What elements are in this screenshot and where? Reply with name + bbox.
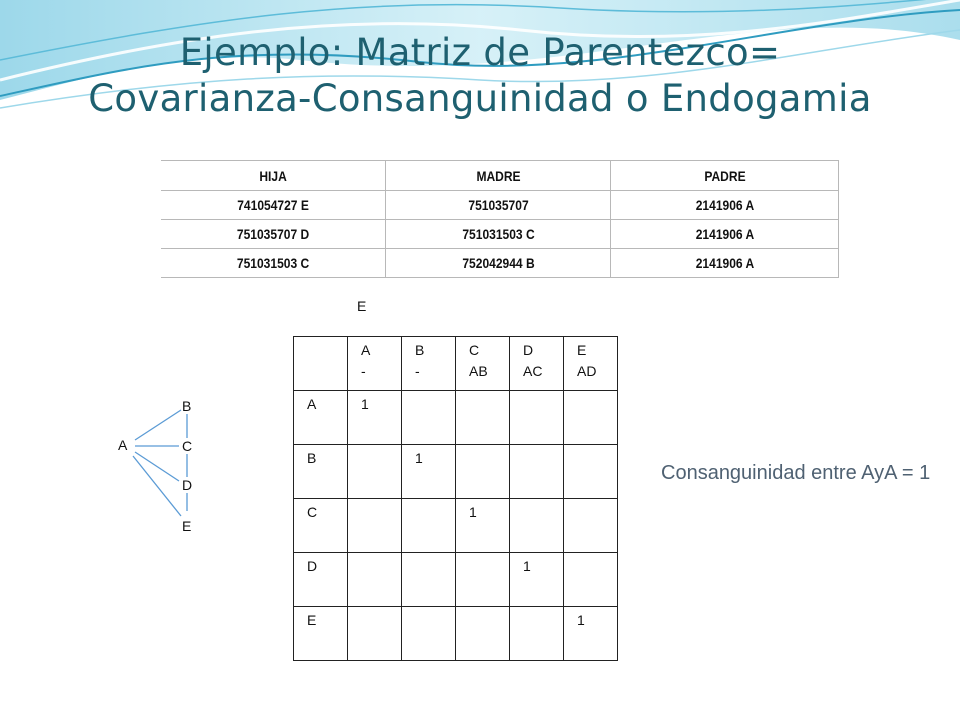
node-label: B [182, 398, 192, 414]
cell-value [348, 553, 401, 556]
matrix-row-header [294, 391, 348, 445]
cell-value: 1 [469, 504, 477, 520]
cell-value [510, 607, 563, 610]
cell-value: 1 [577, 612, 585, 628]
slide-title [0, 30, 960, 122]
cell-value [402, 391, 455, 394]
table-cell: 751031503 C [401, 220, 595, 249]
cell-value [564, 445, 617, 448]
cell-value: 1 [361, 396, 369, 412]
matrix-col-header [510, 337, 564, 391]
node-label: D [182, 477, 193, 493]
node-label: E [182, 518, 192, 534]
edge-a-b [135, 410, 181, 440]
matrix-col-header [348, 337, 402, 391]
table-cell: 751031503 C [177, 249, 370, 278]
col-parents: - [415, 363, 420, 379]
cell-value [510, 445, 563, 448]
slide-title-line: Ejemplo: Matriz de Parentezco= [179, 31, 781, 74]
consanguinity-note [655, 450, 945, 512]
pedigree-table [161, 160, 839, 278]
matrix-header-row [294, 337, 618, 391]
cell-value [456, 445, 509, 448]
node-label: C [182, 438, 193, 454]
cell-value [456, 553, 509, 556]
slide-title-line: Covarianza-Consanguinidad o Endogamia [88, 77, 872, 120]
cell-value [510, 499, 563, 502]
row-label: E [307, 612, 317, 628]
cell-value [402, 499, 455, 502]
row-label: D [307, 558, 318, 574]
col-parents: AC [523, 363, 543, 379]
col-letter: B [415, 342, 425, 358]
matrix-row [294, 607, 618, 661]
table-row [161, 249, 839, 278]
cell-value [348, 607, 401, 610]
col-letter: C [469, 342, 480, 358]
column-header: PADRE [627, 161, 823, 191]
column-header: HIJA [177, 161, 370, 191]
table-row [161, 191, 839, 220]
matrix-cell [564, 445, 618, 499]
note-text: Consanguinidad entre AyA = 1 [661, 462, 931, 484]
matrix-row-header [294, 445, 348, 499]
matrix-cell [348, 553, 402, 607]
relationship-diagram [73, 338, 268, 546]
cell-value [564, 391, 617, 394]
table-cell: 751035707 [401, 191, 595, 220]
matrix-row [294, 553, 618, 607]
matrix-corner-cell [294, 337, 348, 391]
row-label: A [307, 396, 317, 412]
edge-a-e [133, 456, 181, 516]
matrix-row [294, 391, 618, 445]
matrix-cell [510, 499, 564, 553]
column-header: MADRE [401, 161, 595, 191]
matrix-cell [510, 391, 564, 445]
matrix-cell [564, 391, 618, 445]
matrix-cell [510, 445, 564, 499]
matrix-cell [510, 607, 564, 661]
row-label: C [307, 504, 318, 520]
col-letter: A [361, 342, 371, 358]
matrix-cell [456, 499, 510, 553]
table-cell: 2141906 A [627, 191, 823, 220]
table-cell: 2141906 A [627, 220, 823, 249]
cell-value [348, 445, 401, 448]
matrix-cell [510, 553, 564, 607]
cut-off-label: E [357, 298, 367, 314]
table-cell: 751035707 D [177, 220, 370, 249]
matrix-cell [456, 391, 510, 445]
matrix-cell [564, 499, 618, 553]
col-letter: D [523, 342, 534, 358]
cell-value [402, 607, 455, 610]
matrix-col-header [564, 337, 618, 391]
matrix-cell [402, 391, 456, 445]
matrix-cell [456, 553, 510, 607]
cell-value: 1 [415, 450, 423, 466]
matrix-cell [402, 607, 456, 661]
matrix-cell [402, 445, 456, 499]
matrix-row-header [294, 499, 348, 553]
matrix-row-header [294, 553, 348, 607]
cell-value [402, 553, 455, 556]
table-cell: 2141906 A [627, 249, 823, 278]
table-header-row [161, 161, 839, 191]
col-parents: - [361, 363, 366, 379]
matrix-row [294, 499, 618, 553]
matrix-row [294, 445, 618, 499]
cell-value [348, 499, 401, 502]
matrix-row-header [294, 607, 348, 661]
col-parents: AB [469, 363, 488, 379]
table-cell: 752042944 B [401, 249, 595, 278]
cell-value [564, 553, 617, 556]
cell-value [456, 607, 509, 610]
matrix-cell [348, 607, 402, 661]
matrix-cell [456, 607, 510, 661]
cell-value [510, 391, 563, 394]
row-label: B [307, 450, 317, 466]
matrix-cell [348, 391, 402, 445]
matrix-cell [564, 607, 618, 661]
cell-value [564, 499, 617, 502]
matrix-cell [402, 499, 456, 553]
cell-value: 1 [523, 558, 531, 574]
table-cell: 741054727 E [177, 191, 370, 220]
matrix-cell [564, 553, 618, 607]
matrix-cell [402, 553, 456, 607]
col-parents: AD [577, 363, 597, 379]
table-row [161, 220, 839, 249]
matrix-col-header [402, 337, 456, 391]
col-letter: E [577, 342, 587, 358]
matrix-cell [348, 499, 402, 553]
kinship-matrix [293, 336, 618, 661]
diagram-edges [73, 338, 268, 546]
matrix-cell [456, 445, 510, 499]
node-label: A [118, 437, 128, 453]
matrix-col-header [456, 337, 510, 391]
pedigree-table-panel [161, 160, 839, 278]
kinship-matrix-panel [268, 298, 643, 673]
matrix-cell [348, 445, 402, 499]
cell-value [456, 391, 509, 394]
